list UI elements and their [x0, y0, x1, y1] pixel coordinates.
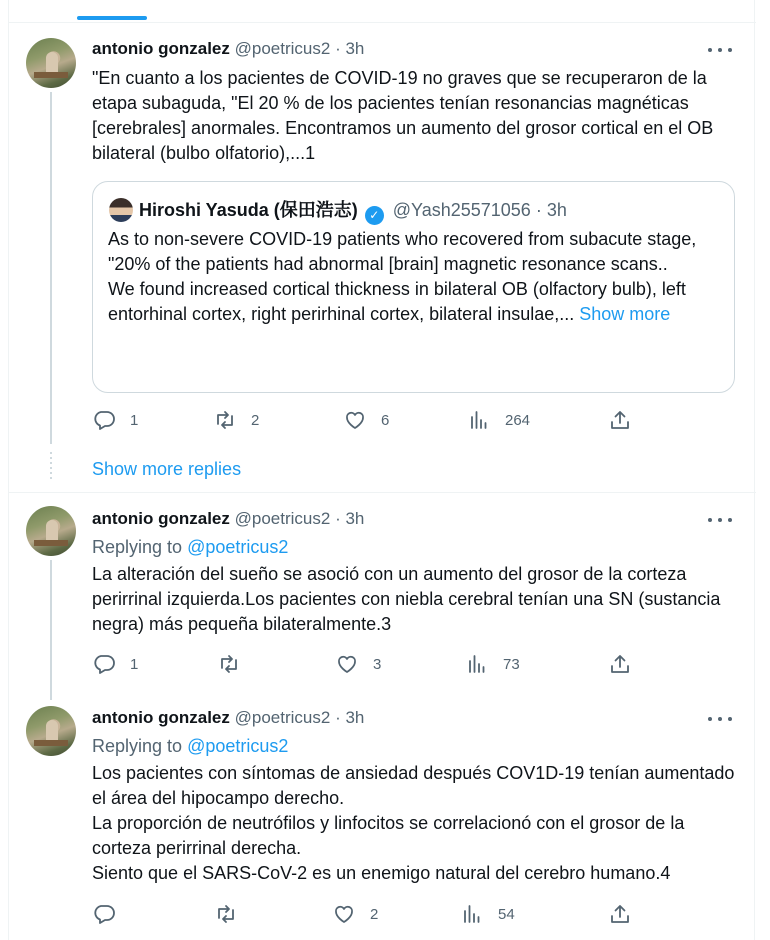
tweet-header	[92, 707, 364, 729]
share-button[interactable]	[608, 902, 632, 926]
quoted-avatar	[109, 198, 133, 222]
timeline	[8, 0, 755, 940]
reply-count: 1	[130, 655, 139, 673]
divider	[9, 492, 756, 493]
view-count: 54	[498, 905, 515, 923]
share-icon	[608, 902, 632, 926]
like-count: 2	[370, 905, 379, 923]
tweet-text-line: Siento que el SARS-CoV-2 es un enemigo natural del cerebro humano.4	[92, 863, 671, 883]
quoted-timestamp: 3h	[546, 200, 567, 220]
tweet-actions	[92, 902, 652, 926]
tab-indicator	[77, 16, 147, 20]
repost-icon	[217, 652, 241, 676]
tweet-actions	[92, 652, 652, 676]
reply-button[interactable]	[92, 408, 138, 432]
tweet-header	[92, 508, 364, 530]
separator: ·	[335, 708, 341, 727]
share-button[interactable]	[608, 408, 632, 432]
like-count: 6	[381, 411, 390, 429]
tweet-text-line: Los pacientes con síntomas de ansiedad después COV1D-19 tenían aumentado el área del hipocampo derecho.	[92, 763, 735, 808]
author-handle[interactable]: @poetricus2	[234, 39, 331, 58]
timestamp[interactable]: 3h	[345, 708, 365, 727]
timestamp[interactable]: 3h	[345, 509, 365, 528]
author-handle[interactable]: @poetricus2	[234, 509, 331, 528]
reply-icon	[92, 652, 116, 676]
replying-to-handle[interactable]: @poetricus2	[187, 736, 289, 756]
views-button[interactable]	[460, 902, 515, 926]
reply-count: 1	[130, 411, 139, 429]
author-name[interactable]: antonio gonzalez	[92, 708, 230, 727]
share-button[interactable]	[608, 652, 632, 676]
share-icon	[608, 652, 632, 676]
separator: ·	[335, 509, 341, 528]
author-name[interactable]: antonio gonzalez	[92, 39, 230, 58]
tweet-text: "En cuanto a los pacientes de COVID-19 no graves que se recuperaron de la etapa subaguda, "El 20 % de los pacientes tenían resonancias magnéticas [cerebrales] anormales. Encontramos un aumento del grosor cortical en el OB bilateral (bulbo olfatorio),...1	[92, 68, 714, 163]
more-icon[interactable]	[708, 510, 732, 530]
repost-button[interactable]	[217, 652, 255, 676]
view-count: 73	[503, 655, 520, 673]
avatar[interactable]	[26, 506, 76, 556]
repost-icon	[213, 408, 237, 432]
divider	[9, 22, 756, 23]
analytics-icon	[467, 408, 491, 432]
like-button[interactable]	[343, 408, 389, 432]
reply-button[interactable]	[92, 902, 130, 926]
heart-icon	[343, 408, 367, 432]
quoted-text-line: As to non-severe COVID-19 patients who recovered from subacute stage,	[108, 229, 697, 249]
tweet-text: La alteración del sueño se asoció con un aumento del grosor de la corteza perirrinal izquierda.Los pacientes con niebla cerebral tenían una SN (sustancia negra) más pequeña bilateralmente.3	[92, 564, 721, 634]
heart-icon	[335, 652, 359, 676]
thread-line	[50, 92, 52, 444]
show-more-replies-link[interactable]: Show more replies	[92, 459, 242, 479]
author-handle[interactable]: @poetricus2	[234, 708, 331, 727]
more-icon[interactable]	[708, 709, 732, 729]
like-button[interactable]	[332, 902, 378, 926]
like-button[interactable]	[335, 652, 381, 676]
reply-icon	[92, 408, 116, 432]
analytics-icon	[460, 902, 484, 926]
more-icon[interactable]	[708, 40, 732, 60]
quoted-tweet[interactable]	[92, 181, 735, 393]
repost-button[interactable]	[213, 408, 259, 432]
verified-badge-icon: ✓	[365, 206, 384, 225]
author-name[interactable]: antonio gonzalez	[92, 509, 230, 528]
reply-button[interactable]	[92, 652, 138, 676]
separator: ·	[535, 200, 542, 220]
tweet-text-line: La proporción de neutrófilos y linfocitos se correlacionó con el grosor de la corteza perirrinal derecha.	[92, 813, 685, 858]
avatar[interactable]	[26, 706, 76, 756]
thread-line	[50, 560, 52, 700]
tweet-header	[92, 38, 364, 60]
repost-icon	[214, 902, 238, 926]
quoted-text	[108, 227, 720, 327]
like-count: 3	[373, 655, 382, 673]
tweet-actions	[92, 408, 652, 432]
avatar[interactable]	[26, 38, 76, 88]
view-count: 264	[505, 411, 531, 429]
replying-to: Replying to @poetricus2	[92, 537, 289, 557]
replying-to: Replying to @poetricus2	[92, 736, 289, 756]
tweet-text	[92, 761, 742, 886]
views-button[interactable]	[467, 408, 530, 432]
views-button[interactable]	[465, 652, 520, 676]
reply-icon	[92, 902, 116, 926]
repost-count: 2	[251, 411, 260, 429]
quoted-author-name: Hiroshi Yasuda (保田浩志)	[139, 200, 358, 220]
timestamp[interactable]: 3h	[345, 39, 365, 58]
share-icon	[608, 408, 632, 432]
separator: ·	[335, 39, 341, 58]
quoted-author-handle: @Yash25571056	[392, 200, 531, 220]
show-more-link[interactable]: Show more	[579, 304, 671, 324]
repost-button[interactable]	[214, 902, 252, 926]
heart-icon	[332, 902, 356, 926]
thread-gap-line	[50, 452, 52, 482]
quoted-text-line: We found increased cortical thickness in bilateral OB (olfactory bulb), left entorhinal cortex, right perirhinal cortex, bilateral insulae,... Show more	[108, 279, 686, 324]
analytics-icon	[465, 652, 489, 676]
quoted-text-line: "20% of the patients had abnormal [brain] magnetic resonance scans..	[108, 254, 668, 274]
replying-to-handle[interactable]: @poetricus2	[187, 537, 289, 557]
quoted-header	[139, 199, 567, 225]
